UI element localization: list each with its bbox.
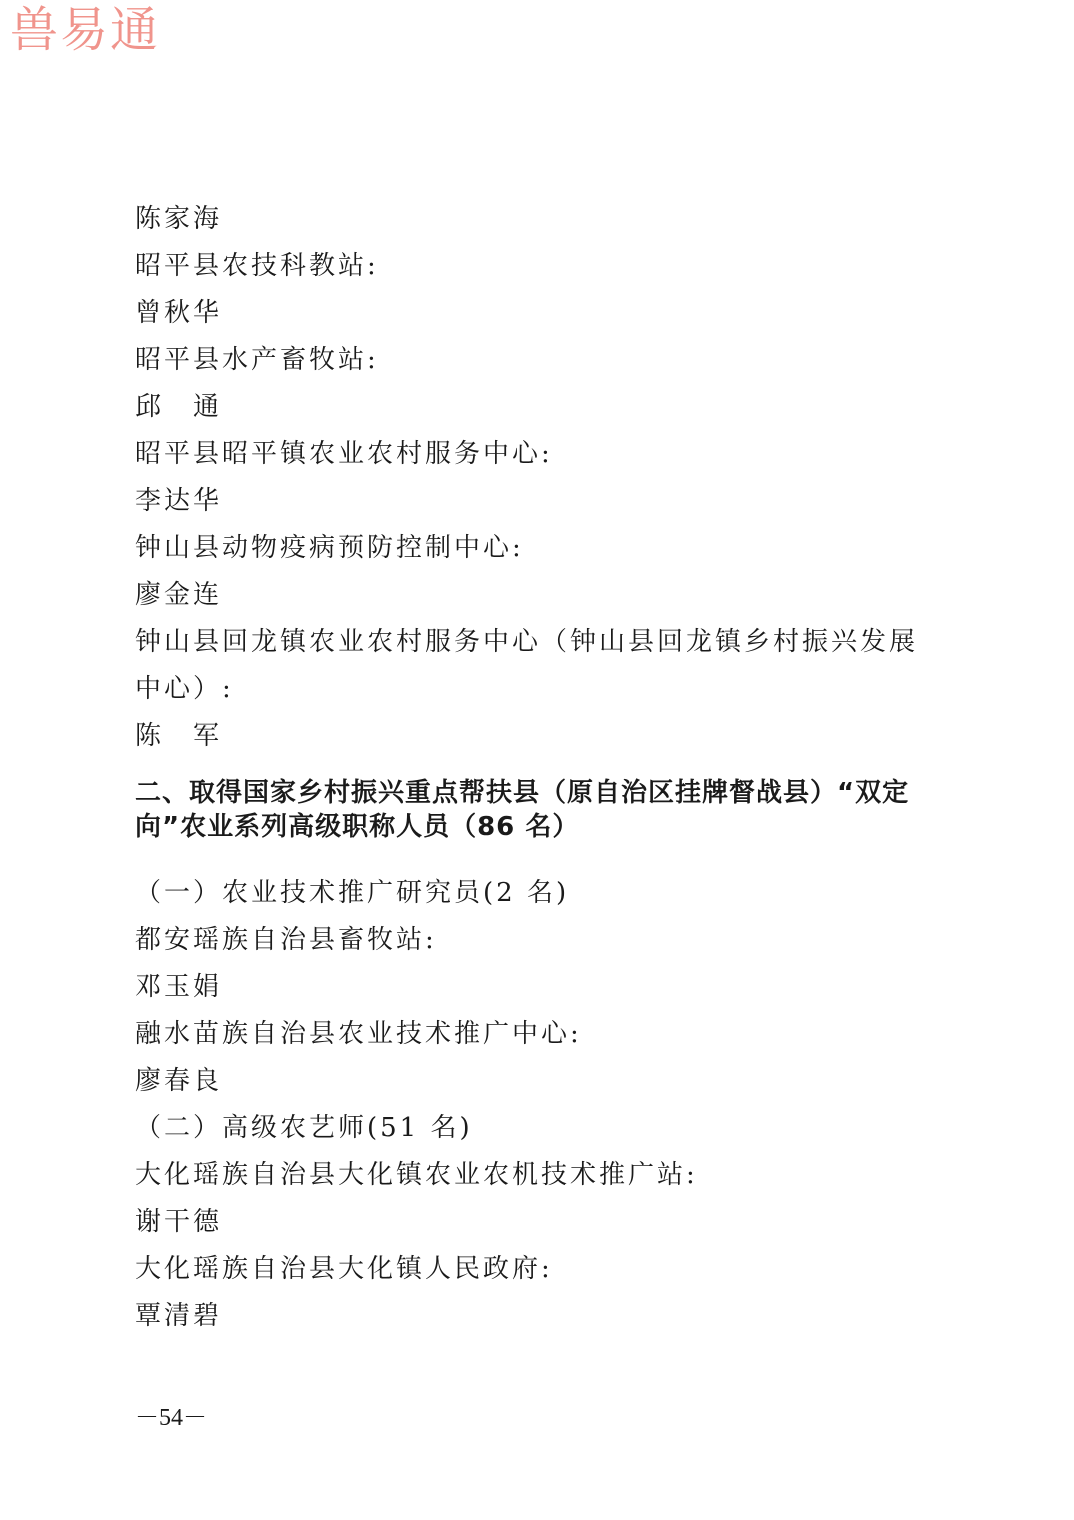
list-item: 昭平县水产畜牧站:: [135, 345, 379, 375]
page-number: －54－: [135, 1405, 207, 1431]
watermark-logo: 兽易通: [10, 2, 161, 58]
list-item: 谢干德: [135, 1207, 223, 1237]
section-heading: 二、取得国家乡村振兴重点帮扶县（原自治区挂牌督战县）“双定向”农业系列高级职称人员（86 名）: [135, 778, 910, 842]
list-item: 陈 军: [135, 721, 223, 751]
list-item: 廖春良: [135, 1066, 223, 1096]
list-item: 李达华: [135, 486, 223, 516]
list-item: 陈家海: [135, 204, 223, 234]
list-item: 覃清碧: [135, 1301, 223, 1331]
list-item: 邱 通: [135, 392, 223, 422]
list-item: 曾秋华: [135, 298, 223, 328]
list-item: 廖金连: [135, 580, 223, 610]
subsection-title: （二）高级农艺师(51 名): [135, 1113, 473, 1143]
list-item: 昭平县昭平镇农业农村服务中心:: [135, 439, 553, 469]
document-body: [135, 196, 955, 1340]
list-item: 钟山县动物疫病预防控制中心:: [135, 533, 524, 563]
list-item: 邓玉娟: [135, 972, 223, 1002]
list-item: 中心）:: [135, 674, 234, 704]
list-item: 融水苗族自治县农业技术推广中心:: [135, 1019, 582, 1049]
list-item: 大化瑶族自治县大化镇农业农机技术推广站:: [135, 1160, 698, 1190]
list-item: 钟山县回龙镇农业农村服务中心（钟山县回龙镇乡村振兴发展: [135, 627, 919, 657]
list-item: 昭平县农技科教站:: [135, 251, 379, 281]
list-item: 大化瑶族自治县大化镇人民政府:: [135, 1254, 553, 1284]
list-item: 都安瑶族自治县畜牧站:: [135, 925, 437, 955]
subsection-title: （一）农业技术推广研究员(2 名): [135, 878, 570, 908]
